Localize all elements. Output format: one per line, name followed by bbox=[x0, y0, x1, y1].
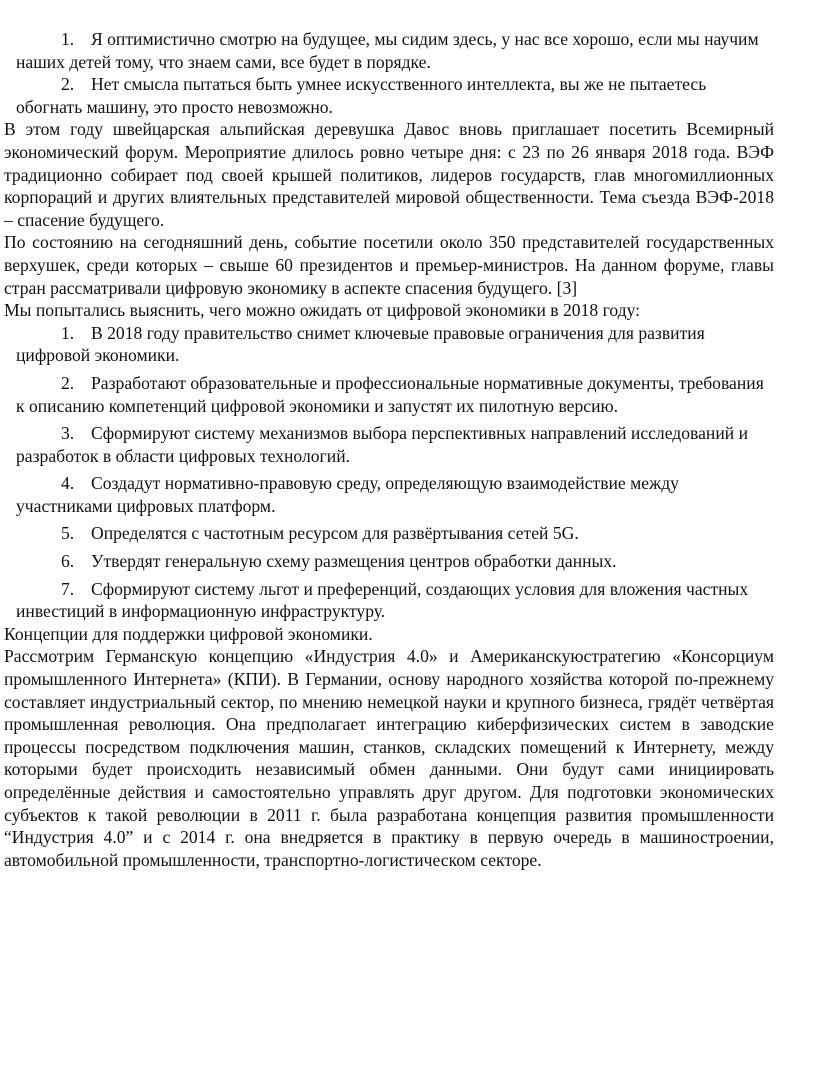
list-item bbox=[4, 550, 774, 573]
list-item-text: Создадут нормативно-правовую среду, определяющую взаимодействие между участниками цифровых платформ. bbox=[16, 473, 679, 516]
list-item bbox=[4, 578, 774, 623]
list-item bbox=[4, 322, 774, 367]
quote-list bbox=[4, 28, 774, 118]
list-number: 3. bbox=[61, 423, 75, 444]
list-item bbox=[4, 422, 774, 467]
list-number: 2. bbox=[61, 372, 75, 393]
list-number: 2. bbox=[61, 74, 75, 95]
paragraph-list-intro: Мы попытались выяснить, чего можно ожидать от цифровой экономики в 2018 году: bbox=[4, 300, 641, 321]
list-item-text: В 2018 году правительство снимет ключевые правовые ограничения для развития цифровой экономики. bbox=[16, 322, 705, 366]
list-number: 1. bbox=[61, 322, 75, 343]
list-item-text: Определятся с частотным ресурсом для развёртывания сетей 5G. bbox=[91, 523, 579, 544]
list-number: 5. bbox=[61, 523, 75, 544]
section-heading-concepts: Концепции для поддержки цифровой экономики. bbox=[4, 623, 373, 644]
expectations-list bbox=[4, 322, 774, 623]
list-item-text: Сформируют систему льгот и преференций, создающих условия для вложения частных инвестиций в информационную инфраструктуру. bbox=[16, 578, 749, 622]
list-number: 7. bbox=[61, 578, 75, 599]
list-number: 1. bbox=[61, 29, 75, 49]
list-number: 4. bbox=[61, 473, 75, 494]
list-item-text: Нет смысла пытаться быть умнее искусственного интеллекта, вы же не пытаетесь обогнать машину, это просто невозможно. bbox=[16, 74, 707, 117]
list-item bbox=[4, 522, 774, 545]
paragraph-attendance: По состоянию на сегодняшний день, событие посетили около 350 представителей государственных верхушек, среди которых – свыше 60 президентов и премьер-министров. На данном форуме, главы стран рассматривали цифровую экономику в аспекте спасения будущего. [3] bbox=[4, 232, 774, 298]
list-number: 6. bbox=[61, 551, 75, 572]
list-item-text: Сформируют систему механизмов выбора перспективных направлений исследований и разработок в области цифровых технологий. bbox=[16, 423, 748, 466]
list-item-text: Утвердят генеральную схему размещения центров обработки данных. bbox=[91, 551, 617, 572]
list-item bbox=[4, 73, 774, 118]
list-item bbox=[4, 28, 774, 73]
list-item-text: Я оптимистично смотрю на будущее, мы сидим здесь, у нас все хорошо, если мы научим наших детей тому, что знаем сами, все будет в порядке. bbox=[16, 29, 759, 72]
list-item-text: Разработают образовательные и профессиональные нормативные документы, требования к описанию компетенций цифровой экономики и запустят их пилотную версию. bbox=[16, 372, 764, 416]
paragraph-davos: В этом году швейцарская альпийская деревушка Давос вновь приглашает посетить Всемирный экономический форум. Мероприятие длилось ровно четыре дня: с 23 по 26 января 2018 года. ВЭФ традиционно собирает под своей крышей политиков, лидеров государств, глав многомиллионных корпораций и других влиятельных представителей мировой общественности. Тема съезда ВЭФ-2018 – спасение будущего. bbox=[4, 119, 774, 230]
paragraph-germany: Рассмотрим Германскую концепцию «Индустрия 4.0» и Американскуюстратегию «Консорциум промышленного Интернета» (КПИ). В Германии, основу народного хозяйства которой по-прежнему составляет индустриальный сектор, по мнению немецкой науки и крупного бизнеса, грядёт четвёртая промышленная революция. Она предполагает интеграцию киберфизических систем в заводские процессы посредством подключения машин, станков, складских помещений к Интернету, между которыми будет происходить независимый обмен данными. Они будут сами инициировать определённые действия и самостоятельно управлять друг другом. Для подготовки экономических субъектов к такой революции в 2011 г. была разработана концепция развития промышленности “Индустрия 4.0” и с 2014 г. она внедряется в практику в первую очередь в машиностроении, автомобильной промышленности, транспортно-логистическом секторе. bbox=[4, 646, 774, 870]
list-item bbox=[4, 472, 774, 517]
document-page bbox=[0, 28, 774, 871]
list-item bbox=[4, 372, 774, 417]
